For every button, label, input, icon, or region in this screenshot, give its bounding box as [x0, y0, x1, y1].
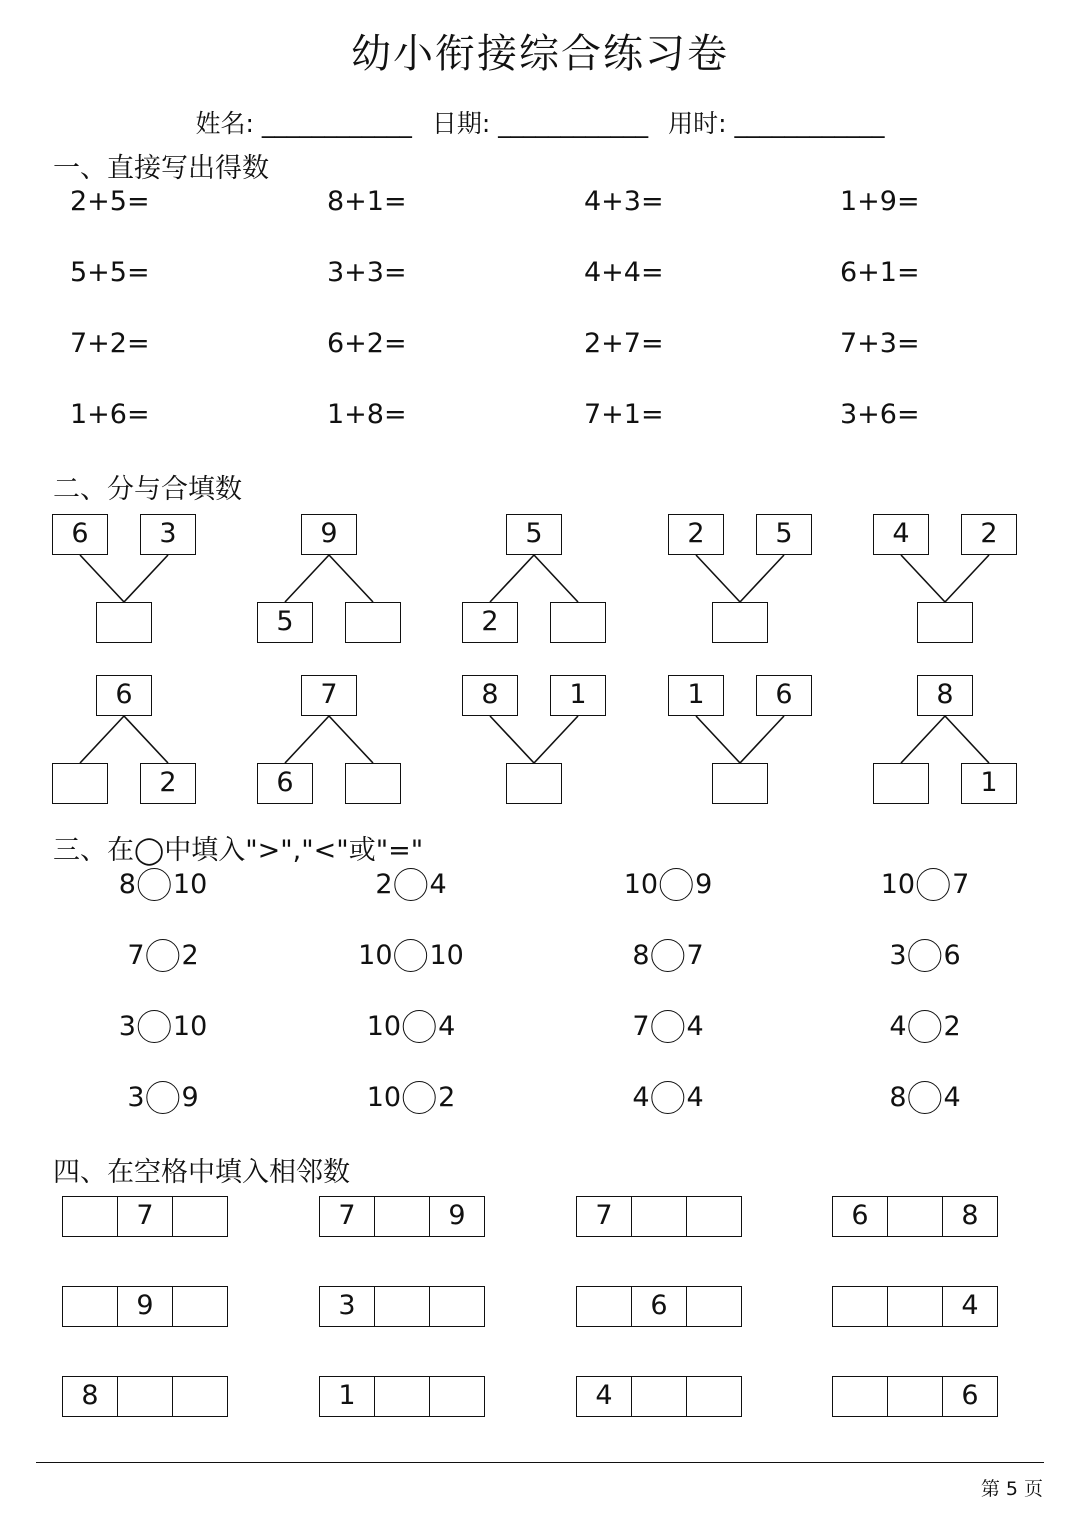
number-cell: 7 — [338, 1200, 356, 1231]
comparison-item — [119, 1006, 208, 1046]
number-box: 1 — [668, 675, 724, 716]
neighbor-strip — [832, 1376, 998, 1417]
answer-box[interactable] — [873, 763, 929, 804]
answer-cell[interactable] — [63, 1197, 117, 1236]
left-number: 8 — [889, 1081, 907, 1113]
right-number: 4 — [686, 1010, 704, 1042]
number-box: 2 — [462, 602, 518, 643]
comparison-item — [367, 1077, 456, 1117]
answer-cell[interactable] — [117, 1377, 172, 1416]
number-box: 9 — [301, 514, 357, 555]
answer-cell[interactable] — [686, 1287, 741, 1326]
date-field[interactable]: 日期: ____________ — [431, 109, 649, 138]
number-box: 8 — [462, 675, 518, 716]
right-number: 2 — [438, 1081, 456, 1113]
connector-line — [740, 716, 784, 763]
addition-equation: 8+1= — [327, 186, 407, 217]
addition-equation: 7+2= — [70, 328, 150, 359]
answer-cell[interactable] — [429, 1287, 484, 1326]
section-3-heading: 三、在◯中填入">","<"或"=" — [53, 835, 424, 866]
right-number: 4 — [686, 1081, 704, 1113]
answer-cell[interactable] — [374, 1287, 429, 1326]
connector-line — [901, 555, 945, 602]
answer-cell[interactable] — [172, 1377, 227, 1416]
circle-answer-slot[interactable] — [147, 939, 180, 972]
answer-cell[interactable] — [887, 1377, 942, 1416]
left-number: 8 — [632, 939, 650, 971]
answer-box[interactable] — [712, 602, 768, 643]
number-box: 7 — [301, 675, 357, 716]
number-box: 4 — [873, 514, 929, 555]
left-number: 2 — [375, 868, 393, 900]
number-box: 6 — [257, 763, 313, 804]
answer-cell[interactable] — [429, 1377, 484, 1416]
neighbor-strip — [576, 1196, 742, 1237]
comparison-item — [889, 1077, 960, 1117]
addition-equation: 2+7= — [584, 328, 664, 359]
comparison-item — [375, 864, 446, 904]
answer-cell[interactable] — [172, 1287, 227, 1326]
circle-answer-slot[interactable] — [652, 1081, 685, 1114]
left-number: 10 — [358, 939, 393, 971]
connector-line — [124, 716, 168, 763]
answer-box[interactable] — [506, 763, 562, 804]
circle-answer-slot[interactable] — [909, 939, 942, 972]
answer-box[interactable] — [917, 602, 973, 643]
answer-cell[interactable] — [887, 1287, 942, 1326]
addition-equation: 1+6= — [70, 399, 150, 430]
number-cell: 1 — [338, 1380, 356, 1411]
circle-answer-slot[interactable] — [403, 1081, 436, 1114]
answer-cell[interactable] — [631, 1377, 686, 1416]
left-number: 3 — [118, 1010, 136, 1042]
left-number: 8 — [118, 868, 136, 900]
left-number: 10 — [623, 868, 659, 900]
number-box: 6 — [52, 514, 108, 555]
connector-line — [490, 716, 534, 763]
addition-equation: 3+6= — [840, 399, 920, 430]
comparison-item — [632, 1077, 703, 1117]
circle-answer-slot[interactable] — [660, 868, 693, 901]
connector-line — [329, 716, 373, 763]
left-number: 3 — [889, 939, 907, 971]
answer-box[interactable] — [712, 763, 768, 804]
number-box: 6 — [756, 675, 812, 716]
answer-box[interactable] — [345, 602, 401, 643]
comparison-item — [889, 1006, 960, 1046]
circle-answer-slot[interactable] — [138, 1010, 171, 1043]
addition-equation: 4+4= — [584, 257, 664, 288]
name-field[interactable]: 姓名: ____________ — [195, 109, 412, 138]
connector-line — [124, 555, 168, 602]
answer-cell[interactable] — [374, 1377, 429, 1416]
right-number: 4 — [429, 868, 447, 900]
number-box: 5 — [756, 514, 812, 555]
right-number: 10 — [429, 939, 464, 971]
number-box: 8 — [917, 675, 973, 716]
answer-cell[interactable] — [631, 1197, 686, 1236]
number-box: 5 — [257, 602, 313, 643]
section-2-heading: 二、分与合填数 — [53, 474, 242, 505]
number-cell: 3 — [338, 1290, 356, 1321]
number-box: 1 — [961, 763, 1017, 804]
right-number: 7 — [686, 939, 704, 971]
number-cell: 8 — [81, 1380, 99, 1411]
right-number: 9 — [181, 1081, 199, 1113]
right-number: 6 — [943, 939, 961, 971]
circle-answer-slot[interactable] — [909, 1081, 942, 1114]
left-number: 3 — [127, 1081, 145, 1113]
connector-line — [696, 555, 740, 602]
comparison-item — [889, 935, 960, 975]
comparison-item — [881, 864, 970, 904]
number-cell: 6 — [631, 1287, 686, 1326]
addition-equation: 1+8= — [327, 399, 407, 430]
comparison-item — [127, 1077, 198, 1117]
circle-answer-slot[interactable] — [909, 1010, 942, 1043]
right-number: 2 — [181, 939, 199, 971]
addition-equation: 6+2= — [327, 328, 407, 359]
answer-cell[interactable] — [833, 1377, 887, 1416]
answer-cell[interactable] — [374, 1197, 429, 1236]
footer-divider — [36, 1462, 1044, 1463]
number-cell: 7 — [595, 1200, 613, 1231]
right-number: 2 — [943, 1010, 961, 1042]
connector-line — [329, 555, 373, 602]
answer-cell[interactable] — [833, 1287, 887, 1326]
left-number: 10 — [366, 1010, 402, 1042]
neighbor-strip — [62, 1376, 228, 1417]
neighbor-strip — [319, 1376, 485, 1417]
number-box: 3 — [140, 514, 196, 555]
section-4-heading: 四、在空格中填入相邻数 — [53, 1157, 350, 1188]
circle-answer-slot[interactable] — [403, 1010, 436, 1043]
number-box: 2 — [140, 763, 196, 804]
answer-box[interactable] — [345, 763, 401, 804]
right-number: 4 — [943, 1081, 961, 1113]
number-cell: 6 — [942, 1377, 997, 1416]
circle-answer-slot[interactable] — [147, 1081, 180, 1114]
neighbor-strip — [832, 1196, 998, 1237]
left-number: 4 — [889, 1010, 907, 1042]
left-number: 10 — [366, 1081, 402, 1113]
neighbor-strip — [832, 1286, 998, 1327]
answer-cell[interactable] — [686, 1377, 741, 1416]
number-box: 2 — [668, 514, 724, 555]
right-number: 4 — [438, 1010, 456, 1042]
answer-box[interactable] — [96, 602, 152, 643]
circle-answer-slot[interactable] — [395, 868, 428, 901]
comparison-item — [367, 1006, 456, 1046]
neighbor-strip — [576, 1286, 742, 1327]
number-box: 6 — [96, 675, 152, 716]
connector-line — [80, 716, 124, 763]
connector-line — [80, 555, 124, 602]
right-number: 9 — [695, 868, 713, 900]
circle-answer-slot[interactable] — [652, 939, 685, 972]
answer-cell[interactable] — [63, 1287, 117, 1326]
circle-answer-slot[interactable] — [917, 868, 950, 901]
circle-answer-slot[interactable] — [395, 939, 428, 972]
answer-cell[interactable] — [887, 1197, 942, 1236]
number-cell: 8 — [942, 1197, 997, 1236]
neighbor-strip — [319, 1286, 485, 1327]
section-1-heading: 一、直接写出得数 — [53, 153, 269, 184]
addition-equation: 7+3= — [840, 328, 920, 359]
answer-cell[interactable] — [686, 1197, 741, 1236]
addition-equation: 2+5= — [70, 186, 150, 217]
connector-line — [490, 555, 534, 602]
number-cell: 6 — [851, 1200, 869, 1231]
connector-line — [945, 555, 989, 602]
addition-equation: 6+1= — [840, 257, 920, 288]
left-number: 10 — [880, 868, 916, 900]
left-number: 7 — [632, 1010, 650, 1042]
right-number: 10 — [172, 1010, 208, 1042]
neighbor-strip — [62, 1196, 228, 1237]
right-number: 7 — [952, 868, 970, 900]
connector-line — [696, 716, 740, 763]
connector-line — [740, 555, 784, 602]
connector-line — [285, 555, 329, 602]
worksheet-title: 幼小衔接综合练习卷 — [351, 31, 729, 77]
left-number: 4 — [632, 1081, 650, 1113]
neighbor-strip — [576, 1376, 742, 1417]
comparison-item — [624, 864, 713, 904]
number-cell: 9 — [117, 1287, 172, 1326]
answer-cell[interactable] — [577, 1287, 631, 1326]
time-field[interactable]: 用时: ____________ — [668, 109, 885, 138]
answer-cell[interactable] — [172, 1197, 227, 1236]
comparison-item — [119, 864, 208, 904]
number-box: 1 — [550, 675, 606, 716]
right-number: 10 — [172, 868, 208, 900]
addition-equation: 7+1= — [584, 399, 664, 430]
answer-box[interactable] — [550, 602, 606, 643]
addition-equation: 5+5= — [70, 257, 150, 288]
addition-equation: 4+3= — [584, 186, 664, 217]
comparison-item — [632, 935, 703, 975]
answer-box[interactable] — [52, 763, 108, 804]
neighbor-strip — [62, 1286, 228, 1327]
comparison-item — [127, 935, 198, 975]
number-cell: 9 — [429, 1197, 484, 1236]
number-cell: 7 — [117, 1197, 172, 1236]
number-cell: 4 — [942, 1287, 997, 1326]
number-cell: 4 — [595, 1380, 613, 1411]
left-number: 7 — [127, 939, 145, 971]
connector-line — [534, 555, 578, 602]
circle-answer-slot[interactable] — [138, 868, 171, 901]
connector-line — [534, 716, 578, 763]
comparison-item — [358, 935, 464, 975]
comparison-item — [632, 1006, 703, 1046]
circle-answer-slot[interactable] — [652, 1010, 685, 1043]
connector-line — [901, 716, 945, 763]
neighbor-strip — [319, 1196, 485, 1237]
number-box: 5 — [506, 514, 562, 555]
connector-line — [285, 716, 329, 763]
connector-line — [945, 716, 989, 763]
page-number: 第 5 页 — [980, 1478, 1043, 1500]
number-box: 2 — [961, 514, 1017, 555]
addition-equation: 1+9= — [840, 186, 920, 217]
addition-equation: 3+3= — [327, 257, 407, 288]
